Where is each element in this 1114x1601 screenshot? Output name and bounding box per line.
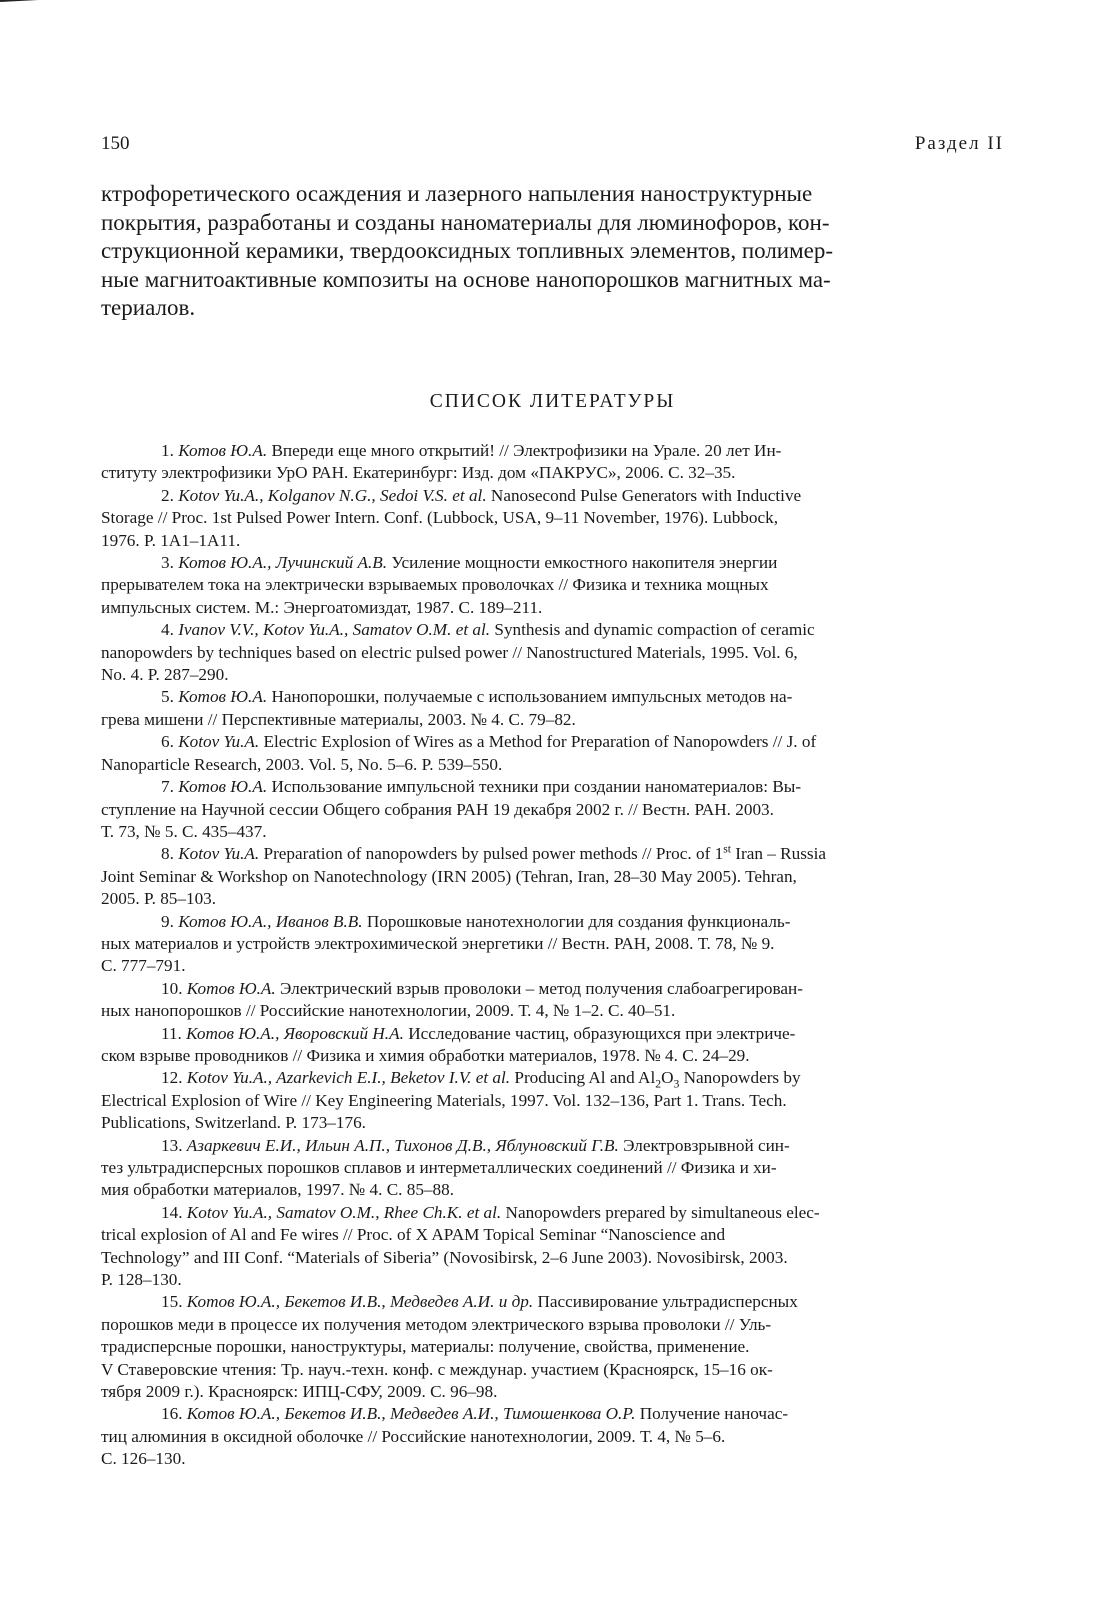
reference-line — [161, 485, 1004, 507]
scan-edge-mark — [0, 0, 50, 2]
intro-line: ные магнитоактивные композиты на основе нанопорошков магнитных ма- — [101, 266, 831, 292]
reference-line — [161, 1135, 1004, 1157]
reference-line: Storage // Proc. 1st Pulsed Power Intern. Conf. (Lubbock, USA, 9–11 November, 1976). Lubbock, — [101, 508, 779, 528]
reference-text: Получение наночас- — [635, 1404, 789, 1424]
reference-line: Т. 73, № 5. С. 435–437. — [101, 821, 267, 841]
reference-authors: Котов Ю.А., Лучинский А.В. — [178, 553, 388, 573]
section-label: Раздел II — [914, 133, 1004, 154]
reference-line: Joint Seminar & Workshop on Nanotechnology (IRN 2005) (Tehran, Iran, 28–30 May 2005). Tehran, — [101, 866, 797, 886]
reference-number: 4. — [161, 620, 174, 640]
reference-item — [101, 1067, 1004, 1134]
reference-line: ступление на Научной сессии Общего собрания РАН 19 декабря 2002 г. // Вестн. РАН. 2003. — [101, 799, 774, 819]
reference-text: Пассивирование ультрадисперсных — [533, 1292, 798, 1312]
reference-line: традисперсные порошки, наноструктуры, материалы: получение, свойства, применение. — [101, 1337, 750, 1357]
intro-line: покрытия, разработаны и созданы наноматериалы для люминофоров, кон- — [101, 209, 830, 235]
reference-text: Нанопорошки, получаемые с использованием импульсных методов на- — [267, 687, 793, 707]
reference-text: Nanopowders prepared by simultaneous elec- — [501, 1202, 820, 1222]
reference-authors: Котов Ю.А. — [178, 441, 268, 460]
intro-paragraph — [101, 180, 1004, 323]
reference-line: тез ультрадисперсных порошков сплавов и интерметаллических соединений // Физика и хи- — [101, 1158, 777, 1177]
reference-line: Nanoparticle Research, 2003. Vol. 5, No. 5–6. P. 539–550. — [101, 754, 503, 774]
reference-line — [161, 978, 1004, 1000]
reference-number: 5. — [161, 687, 174, 707]
reference-text: Electric Explosion of Wires as a Method for Preparation of Nanopowders // J. of — [259, 732, 817, 752]
reference-line — [161, 686, 1004, 708]
reference-item — [101, 1291, 1004, 1403]
reference-line: грева мишени // Перспективные материалы, 2003. № 4. С. 79–82. — [101, 709, 576, 729]
reference-line — [161, 619, 1004, 641]
reference-text: Электрический взрыв проволоки – метод получения слабоагрегирован- — [275, 978, 803, 998]
reference-authors: Котов Ю.А., Яворовский Н.А. — [186, 1023, 404, 1043]
reference-line — [161, 911, 1004, 933]
reference-item — [101, 440, 1004, 485]
reference-authors: Котов Ю.А. — [178, 687, 268, 707]
reference-number: 10. — [161, 978, 183, 998]
reference-text: Synthesis and dynamic compaction of ceramic — [490, 620, 815, 640]
reference-line: V Ставеровские чтения: Тр. науч.-техн. конф. с междунар. участием (Красноярск, 15–16 ок- — [101, 1359, 773, 1379]
reference-number: 14. — [161, 1202, 183, 1222]
reference-line: С. 777–791. — [101, 956, 186, 976]
reference-item — [101, 842, 1004, 910]
references-heading: СПИСОК ЛИТЕРАТУРЫ — [429, 391, 676, 412]
reference-item — [101, 619, 1004, 686]
reference-item — [101, 686, 1004, 731]
reference-text: Preparation of nanopowders by pulsed power methods // Proc. of 1st Iran – Russia — [259, 842, 826, 864]
reference-authors: Азаркевич Е.И., Ильин А.П., Тихонов Д.В., Яблуновский Г.В. — [186, 1135, 619, 1155]
reference-number: 11. — [161, 1023, 182, 1043]
reference-item — [101, 776, 1004, 843]
reference-line: ных нанопорошков // Российские нанотехнологии, 2009. Т. 4, № 1–2. С. 40–51. — [101, 1001, 676, 1021]
reference-line: nanopowders by techniques based on electric pulsed power // Nanostructured Materials, 1995. Vol. 6, — [101, 642, 798, 662]
reference-number: 13. — [161, 1135, 183, 1155]
reference-line: Technology” and III Conf. “Materials of Siberia” (Novosibirsk, 2–6 June 2003). Novosibirsk, 2003. — [101, 1247, 788, 1267]
reference-line: мия обработки материалов, 1997. № 4. С. 85–88. — [101, 1180, 455, 1200]
reference-item — [101, 731, 1004, 776]
reference-text: Усиление мощности емкостного накопителя энергии — [387, 553, 778, 573]
reference-authors: Kotov Yu.A., Azarkevich E.I., Beketov I.V. et al. — [186, 1068, 511, 1088]
reference-item — [101, 911, 1004, 978]
page-number: 150 — [101, 133, 130, 154]
reference-authors: Kotov Yu.A., Samatov O.M., Rhee Ch.K. et al. — [186, 1202, 502, 1222]
reference-line — [161, 843, 1004, 865]
reference-number: 15. — [161, 1292, 183, 1312]
reference-line: тиц алюминия в оксидной оболочке // Российские нанотехнологии, 2009. Т. 4, № 5–6. — [101, 1426, 726, 1446]
reference-authors: Kotov Yu.A. — [178, 732, 260, 752]
reference-item — [101, 1135, 1004, 1202]
reference-line: С. 126–130. — [101, 1449, 186, 1469]
intro-line: териалов. — [101, 295, 196, 320]
intro-line: ктрофоретического осаждения и лазерного напыления наноструктурные — [101, 181, 813, 206]
reference-line — [161, 776, 1004, 798]
reference-authors: Котов Ю.А. — [186, 978, 276, 998]
reference-line: 2005. P. 85–103. — [101, 889, 217, 909]
reference-authors: Котов Ю.А., Бекетов И.В., Медведев А.И., Тимошенкова О.Р. — [186, 1404, 636, 1424]
reference-line — [161, 1202, 1004, 1224]
reference-line: 1976. P. 1A1–1A11. — [101, 530, 241, 550]
reference-number: 7. — [161, 777, 174, 797]
reference-line — [161, 1023, 1004, 1045]
reference-text: Исследование частиц, образующихся при электриче- — [403, 1023, 796, 1043]
reference-number: 2. — [161, 485, 174, 505]
running-head — [101, 133, 1004, 157]
reference-line — [161, 440, 1004, 462]
reference-line: ституту электрофизики УрО РАН. Екатеринбург: Изд. дом «ПАКРУС», 2006. С. 32–35. — [101, 463, 736, 483]
reference-line: Publications, Switzerland. P. 173–176. — [101, 1113, 366, 1133]
reference-item — [101, 1403, 1004, 1470]
reference-number: 3. — [161, 553, 174, 573]
reference-authors: Kotov Yu.A., Kolganov N.G., Sedoi V.S. et al. — [178, 485, 487, 505]
reference-authors: Котов Ю.А., Иванов В.В. — [178, 911, 363, 931]
reference-number: 9. — [161, 911, 174, 931]
reference-line: тября 2009 г.). Красноярск: ИПЦ-СФУ, 2009. С. 96–98. — [101, 1382, 498, 1402]
reference-number: 1. — [161, 441, 174, 460]
reference-text: Порошковые нанотехнологии для создания функциональ- — [362, 911, 791, 931]
reference-line: прерывателем тока на электрически взрываемых проволочках // Физика и техника мощных — [101, 575, 769, 595]
reference-item — [101, 978, 1004, 1023]
reference-text: Nanosecond Pulse Generators with Inductive — [486, 485, 802, 505]
reference-number: 12. — [161, 1068, 183, 1088]
reference-line — [161, 552, 1004, 574]
reference-number: 6. — [161, 732, 174, 752]
reference-line — [161, 731, 1004, 753]
reference-number: 16. — [161, 1404, 183, 1424]
reference-text: Электровзрывной син- — [618, 1135, 790, 1155]
reference-line — [161, 1067, 1004, 1089]
reference-line: No. 4. P. 287–290. — [101, 665, 229, 685]
reference-line: ных материалов и устройств электрохимической энергетики // Вестн. РАН, 2008. Т. 78, № 9. — [101, 933, 775, 953]
intro-line: струкционной керамики, твердооксидных топливных элементов, полимер- — [101, 238, 834, 263]
reference-item — [101, 1202, 1004, 1292]
reference-line — [161, 1403, 1004, 1425]
reference-item — [101, 485, 1004, 552]
reference-authors: Котов Ю.А., Бекетов И.В., Медведев А.И. и др. — [186, 1292, 534, 1312]
reference-authors: Kotov Yu.A. — [178, 844, 260, 864]
reference-number: 8. — [161, 844, 174, 864]
reference-line: порошков меди в процессе их получения методом электрического взрыва проволоки // Уль- — [101, 1314, 772, 1334]
reference-line: ском взрыве проводников // Физика и химия обработки материалов, 1978. № 4. С. 24–29. — [101, 1045, 750, 1065]
reference-line: импульсных систем. М.: Энергоатомиздат, 1987. С. 189–211. — [101, 597, 543, 617]
reference-line: Electrical Explosion of Wire // Key Engineering Materials, 1997. Vol. 132–136, Part 1. Trans. Tech. — [101, 1090, 787, 1110]
reference-text: Использование импульсной техники при создании наноматериалов: Вы- — [267, 777, 802, 797]
reference-authors: Котов Ю.А. — [178, 777, 268, 797]
reference-line: trical explosion of Al and Fe wires // Proc. of X APAM Topical Seminar “Nanoscience and — [101, 1225, 726, 1245]
reference-line — [161, 1291, 1004, 1313]
reference-text: Producing Al and $Al_2O_3$ Nanopowders by — [510, 1068, 801, 1091]
reference-authors: Ivanov V.V., Kotov Yu.A., Samatov O.M. et al. — [178, 620, 491, 640]
references-list — [101, 440, 1004, 1471]
reference-text: Впереди еще много открытий! // Электрофизики на Урале. 20 лет Ин- — [267, 441, 782, 460]
reference-line: P. 128–130. — [101, 1270, 182, 1290]
reference-item — [101, 1023, 1004, 1068]
reference-item — [101, 552, 1004, 619]
